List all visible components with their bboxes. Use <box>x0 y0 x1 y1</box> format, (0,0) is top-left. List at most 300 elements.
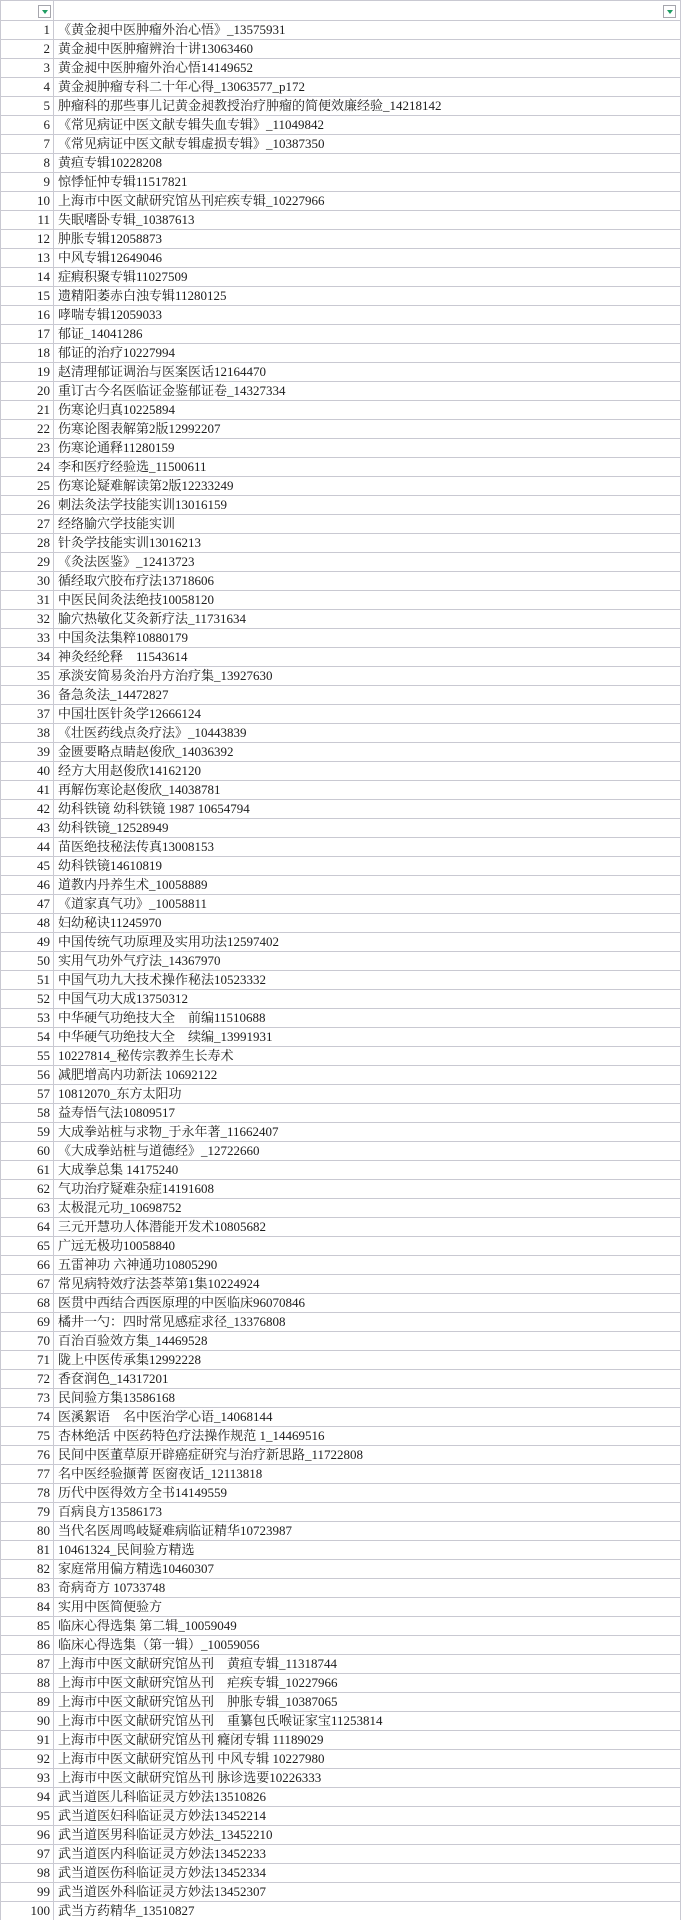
row-index-cell[interactable]: 20 <box>1 382 54 400</box>
book-title-cell[interactable]: 上海市中医文献研究馆丛刊 中风专辑 10227980 <box>54 1750 681 1768</box>
table-row <box>1 192 681 211</box>
book-title-cell[interactable]: 武当道医伤科临证灵方妙法13452334 <box>54 1864 681 1882</box>
row-index-cell[interactable]: 12 <box>1 230 54 248</box>
book-title-cell[interactable]: 武当道医男科临证灵方妙法_13452210 <box>54 1826 681 1844</box>
row-index-cell[interactable]: 22 <box>1 420 54 438</box>
book-title-cell[interactable]: 中国灸法集粹10880179 <box>54 629 681 647</box>
book-title-cell[interactable]: 《灸法医鉴》_12413723 <box>54 553 681 571</box>
book-title-cell[interactable]: 伤寒论疑难解读第2版12233249 <box>54 477 681 495</box>
table-row <box>1 420 681 439</box>
row-index-cell[interactable]: 41 <box>1 781 54 799</box>
book-title-cell[interactable]: 临床心得选集 第二辑_10059049 <box>54 1617 681 1635</box>
book-title-cell[interactable]: 中国传统气功原理及实用功法12597402 <box>54 933 681 951</box>
book-title-cell[interactable]: 腧穴热敏化艾灸新疗法_11731634 <box>54 610 681 628</box>
book-title-cell[interactable]: 杏林绝活 中医药特色疗法操作规范 1_14469516 <box>54 1427 681 1445</box>
table-row <box>1 534 681 553</box>
book-title-cell[interactable]: 《壮医药线点灸疗法》_10443839 <box>54 724 681 742</box>
row-index-cell[interactable]: 90 <box>1 1712 54 1730</box>
row-index-cell[interactable]: 88 <box>1 1674 54 1692</box>
table-row <box>1 1009 681 1028</box>
table-row <box>1 1902 681 1920</box>
row-index-cell[interactable]: 23 <box>1 439 54 457</box>
book-title-cell[interactable]: 道教内丹养生术_10058889 <box>54 876 681 894</box>
table-row <box>1 1047 681 1066</box>
header-cell-index[interactable] <box>1 1 54 20</box>
row-index-cell[interactable]: 48 <box>1 914 54 932</box>
row-index-cell[interactable]: 28 <box>1 534 54 552</box>
row-index-cell[interactable]: 32 <box>1 610 54 628</box>
table-row <box>1 1465 681 1484</box>
table-row <box>1 1351 681 1370</box>
row-index-cell[interactable]: 6 <box>1 116 54 134</box>
book-title-cell[interactable]: 伤寒论通释11280159 <box>54 439 681 457</box>
row-index-cell[interactable]: 10 <box>1 192 54 210</box>
book-title-cell[interactable]: 名中医经验撷菁 医窗夜话_12113818 <box>54 1465 681 1483</box>
row-index-cell[interactable]: 59 <box>1 1123 54 1141</box>
row-index-cell[interactable]: 1 <box>1 21 54 39</box>
table-row <box>1 1617 681 1636</box>
table-row <box>1 249 681 268</box>
row-index-cell[interactable]: 92 <box>1 1750 54 1768</box>
table-row <box>1 363 681 382</box>
row-index-cell[interactable]: 71 <box>1 1351 54 1369</box>
table-row <box>1 306 681 325</box>
table-row <box>1 1389 681 1408</box>
row-index-cell[interactable]: 15 <box>1 287 54 305</box>
table-row <box>1 40 681 59</box>
book-title-cell[interactable]: 肿瘤科的那些事儿记黄金昶教授治疗肿瘤的简便效廉经验_14218142 <box>54 97 681 115</box>
row-index-cell[interactable]: 66 <box>1 1256 54 1274</box>
book-title-cell[interactable]: 大成拳站桩与求物_于永年著_11662407 <box>54 1123 681 1141</box>
table-row <box>1 1237 681 1256</box>
table-row <box>1 914 681 933</box>
table-row <box>1 477 681 496</box>
book-title-cell[interactable]: 上海市中医文献研究馆丛刊 癃闭专辑 11189029 <box>54 1731 681 1749</box>
table-row <box>1 458 681 477</box>
row-index-cell[interactable]: 44 <box>1 838 54 856</box>
table-row <box>1 800 681 819</box>
filter-dropdown-icon <box>42 10 48 14</box>
table-row <box>1 781 681 800</box>
book-title-cell[interactable]: 太极混元功_10698752 <box>54 1199 681 1217</box>
table-row <box>1 610 681 629</box>
book-title-cell[interactable]: 实用气功外气疗法_14367970 <box>54 952 681 970</box>
table-row <box>1 1674 681 1693</box>
table-row <box>1 1560 681 1579</box>
row-index-cell[interactable]: 8 <box>1 154 54 172</box>
table-row <box>1 1731 681 1750</box>
table-row <box>1 971 681 990</box>
row-index-cell[interactable]: 91 <box>1 1731 54 1749</box>
table-row <box>1 933 681 952</box>
book-title-cell[interactable]: 临床心得选集（第一辑）_10059056 <box>54 1636 681 1654</box>
book-title-cell[interactable]: 10812070_东方太阳功 <box>54 1085 681 1103</box>
book-title-cell[interactable]: 武当方药精华_13510827 <box>54 1902 681 1920</box>
table-row <box>1 135 681 154</box>
table-row <box>1 1408 681 1427</box>
row-index-cell[interactable]: 87 <box>1 1655 54 1673</box>
header-cell-bookname[interactable] <box>54 1 681 20</box>
row-index-cell[interactable]: 89 <box>1 1693 54 1711</box>
book-title-cell[interactable]: 幼科铁镜_12528949 <box>54 819 681 837</box>
book-title-cell[interactable]: 历代中医得效方全书14149559 <box>54 1484 681 1502</box>
row-index-cell[interactable]: 46 <box>1 876 54 894</box>
book-title-cell[interactable]: 再解伤寒论赵俊欣_14038781 <box>54 781 681 799</box>
book-title-cell[interactable]: 经络腧穴学技能实训 <box>54 515 681 533</box>
book-title-cell[interactable]: 奇病奇方 10733748 <box>54 1579 681 1597</box>
table-row <box>1 1180 681 1199</box>
book-title-cell[interactable]: 武当道医外科临证灵方妙法13452307 <box>54 1883 681 1901</box>
row-index-cell[interactable]: 31 <box>1 591 54 609</box>
row-index-cell[interactable]: 43 <box>1 819 54 837</box>
row-index-cell[interactable]: 45 <box>1 857 54 875</box>
row-index-cell[interactable]: 54 <box>1 1028 54 1046</box>
table-row <box>1 78 681 97</box>
row-index-cell[interactable]: 99 <box>1 1883 54 1901</box>
book-title-cell[interactable]: 百治百验效方集_14469528 <box>54 1332 681 1350</box>
row-index-cell[interactable]: 47 <box>1 895 54 913</box>
table-row <box>1 743 681 762</box>
table-row <box>1 1503 681 1522</box>
row-index-cell[interactable]: 74 <box>1 1408 54 1426</box>
table-row <box>1 1294 681 1313</box>
book-title-cell[interactable]: 失眠嗜卧专辑_10387613 <box>54 211 681 229</box>
book-title-cell[interactable]: 重订古今名医临证金鉴郁证卷_14327334 <box>54 382 681 400</box>
book-title-cell[interactable]: 中国气功大成13750312 <box>54 990 681 1008</box>
row-index-cell[interactable]: 85 <box>1 1617 54 1635</box>
table-header-row <box>1 0 681 21</box>
table-row <box>1 1788 681 1807</box>
table-row <box>1 1142 681 1161</box>
table-row <box>1 1579 681 1598</box>
book-title-cell[interactable]: 武当道医妇科临证灵方妙法13452214 <box>54 1807 681 1825</box>
book-title-cell[interactable]: 益寿悟气法10809517 <box>54 1104 681 1122</box>
book-title-cell[interactable]: 循经取穴胶布疗法13718606 <box>54 572 681 590</box>
book-title-cell[interactable]: 常见病特效疗法荟萃第1集10224924 <box>54 1275 681 1293</box>
row-index-cell[interactable]: 64 <box>1 1218 54 1236</box>
row-index-cell[interactable]: 58 <box>1 1104 54 1122</box>
row-index-cell[interactable]: 29 <box>1 553 54 571</box>
row-index-cell[interactable]: 25 <box>1 477 54 495</box>
book-title-cell[interactable]: 哮喘专辑12059033 <box>54 306 681 324</box>
row-index-cell[interactable]: 4 <box>1 78 54 96</box>
book-title-cell[interactable]: 《道家真气功》_10058811 <box>54 895 681 913</box>
row-index-cell[interactable]: 34 <box>1 648 54 666</box>
row-index-cell[interactable]: 77 <box>1 1465 54 1483</box>
book-title-cell[interactable]: 五雷神功 六神通功10805290 <box>54 1256 681 1274</box>
book-title-cell[interactable]: 上海市中医文献研究馆丛刊 重纂包氏喉证家宝11253814 <box>54 1712 681 1730</box>
row-index-cell[interactable]: 49 <box>1 933 54 951</box>
book-title-cell[interactable]: 中国壮医针灸学12666124 <box>54 705 681 723</box>
table-row <box>1 230 681 249</box>
book-title-cell[interactable]: 上海市中医文献研究馆丛刊 黄疸专辑_11318744 <box>54 1655 681 1673</box>
table-row <box>1 1712 681 1731</box>
table-row <box>1 116 681 135</box>
row-index-cell[interactable]: 37 <box>1 705 54 723</box>
table-row <box>1 553 681 572</box>
row-index-cell[interactable]: 17 <box>1 325 54 343</box>
row-index-cell[interactable]: 68 <box>1 1294 54 1312</box>
row-index-cell[interactable]: 98 <box>1 1864 54 1882</box>
row-index-cell[interactable]: 93 <box>1 1769 54 1787</box>
table-row <box>1 1085 681 1104</box>
bookname-filter-button[interactable] <box>663 5 676 18</box>
row-index-cell[interactable]: 62 <box>1 1180 54 1198</box>
table-row <box>1 287 681 306</box>
row-index-cell[interactable]: 36 <box>1 686 54 704</box>
row-index-cell[interactable]: 86 <box>1 1636 54 1654</box>
row-index-cell[interactable]: 38 <box>1 724 54 742</box>
book-title-cell[interactable]: 民间中医董草原开辟癌症研究与治疗新思路_11722808 <box>54 1446 681 1464</box>
book-title-cell[interactable]: 大成拳总集 14175240 <box>54 1161 681 1179</box>
book-title-cell[interactable]: 伤寒论图表解第2版12992207 <box>54 420 681 438</box>
table-row <box>1 97 681 116</box>
row-index-cell[interactable]: 35 <box>1 667 54 685</box>
book-title-cell[interactable]: 气功治疗疑难杂症14191608 <box>54 1180 681 1198</box>
row-index-cell[interactable]: 55 <box>1 1047 54 1065</box>
table-row <box>1 629 681 648</box>
table-row <box>1 1313 681 1332</box>
row-index-cell[interactable]: 33 <box>1 629 54 647</box>
book-title-cell[interactable]: 《大成拳站桩与道德经》_12722660 <box>54 1142 681 1160</box>
table-row <box>1 1769 681 1788</box>
book-title-cell[interactable]: 医贯中西结合西医原理的中医临床96070846 <box>54 1294 681 1312</box>
row-index-cell[interactable]: 83 <box>1 1579 54 1597</box>
row-index-cell[interactable]: 97 <box>1 1845 54 1863</box>
table-row <box>1 1332 681 1351</box>
row-index-cell[interactable]: 52 <box>1 990 54 1008</box>
row-index-cell[interactable]: 39 <box>1 743 54 761</box>
book-title-cell[interactable]: 《常见病证中医文献专辑虚损专辑》_10387350 <box>54 135 681 153</box>
row-index-cell[interactable]: 27 <box>1 515 54 533</box>
index-filter-button[interactable] <box>38 5 51 18</box>
row-index-cell[interactable]: 96 <box>1 1826 54 1844</box>
table-row <box>1 705 681 724</box>
row-index-cell[interactable]: 13 <box>1 249 54 267</box>
table-row <box>1 496 681 515</box>
table-row <box>1 1484 681 1503</box>
row-index-cell[interactable]: 42 <box>1 800 54 818</box>
table-row <box>1 1199 681 1218</box>
book-title-cell[interactable]: 中风专辑12649046 <box>54 249 681 267</box>
book-title-cell[interactable]: 中华硬气功绝技大全 前编11510688 <box>54 1009 681 1027</box>
table-row <box>1 1028 681 1047</box>
row-index-cell[interactable]: 21 <box>1 401 54 419</box>
book-title-cell[interactable]: 金匮要略点睛赵俊欣_14036392 <box>54 743 681 761</box>
book-title-cell[interactable]: 惊悸怔忡专辑11517821 <box>54 173 681 191</box>
book-title-cell[interactable]: 上海市中医文献研究馆丛刊 疟疾专辑_10227966 <box>54 1674 681 1692</box>
table-row <box>1 59 681 78</box>
book-title-cell[interactable]: 10461324_民间验方精选 <box>54 1541 681 1559</box>
book-title-cell[interactable]: 伤寒论归真10225894 <box>54 401 681 419</box>
row-index-cell[interactable]: 30 <box>1 572 54 590</box>
table-row <box>1 1427 681 1446</box>
row-index-cell[interactable]: 51 <box>1 971 54 989</box>
row-index-cell[interactable]: 79 <box>1 1503 54 1521</box>
row-index-cell[interactable]: 70 <box>1 1332 54 1350</box>
book-title-cell[interactable]: 黄金昶中医肿瘤辨治十讲13063460 <box>54 40 681 58</box>
table-row <box>1 1807 681 1826</box>
table-row <box>1 382 681 401</box>
row-index-cell[interactable]: 7 <box>1 135 54 153</box>
book-title-cell[interactable]: 症瘕积聚专辑11027509 <box>54 268 681 286</box>
table-row <box>1 591 681 610</box>
row-index-cell[interactable]: 76 <box>1 1446 54 1464</box>
row-index-cell[interactable]: 19 <box>1 363 54 381</box>
row-index-cell[interactable]: 14 <box>1 268 54 286</box>
book-title-cell[interactable]: 上海市中医文献研究馆丛刊疟疾专辑_10227966 <box>54 192 681 210</box>
row-index-cell[interactable]: 95 <box>1 1807 54 1825</box>
book-title-cell[interactable]: 广远无极功10058840 <box>54 1237 681 1255</box>
table-row <box>1 1541 681 1560</box>
book-title-cell[interactable]: 《常见病证中医文献专辑失血专辑》_11049842 <box>54 116 681 134</box>
row-index-cell[interactable]: 69 <box>1 1313 54 1331</box>
row-index-cell[interactable]: 56 <box>1 1066 54 1084</box>
row-index-cell[interactable]: 65 <box>1 1237 54 1255</box>
row-index-cell[interactable]: 11 <box>1 211 54 229</box>
row-index-cell[interactable]: 53 <box>1 1009 54 1027</box>
table-row <box>1 401 681 420</box>
row-index-cell[interactable]: 78 <box>1 1484 54 1502</box>
row-index-cell[interactable]: 61 <box>1 1161 54 1179</box>
row-index-cell[interactable]: 100 <box>1 1902 54 1920</box>
row-index-cell[interactable]: 40 <box>1 762 54 780</box>
row-index-cell[interactable]: 73 <box>1 1389 54 1407</box>
table-row <box>1 667 681 686</box>
row-index-cell[interactable]: 84 <box>1 1598 54 1616</box>
table-row <box>1 1161 681 1180</box>
filter-dropdown-icon <box>667 10 673 14</box>
book-title-cell[interactable]: 上海市中医文献研究馆丛刊 脉诊选要10226333 <box>54 1769 681 1787</box>
row-index-cell[interactable]: 72 <box>1 1370 54 1388</box>
row-index-cell[interactable]: 3 <box>1 59 54 77</box>
book-title-cell[interactable]: 苗医绝技秘法传真13008153 <box>54 838 681 856</box>
book-title-cell[interactable]: 医溪絮语 名中医治学心语_14068144 <box>54 1408 681 1426</box>
table-row <box>1 1275 681 1294</box>
book-title-cell[interactable]: 减肥增高内功新法 10692122 <box>54 1066 681 1084</box>
book-title-cell[interactable]: 民间验方集13586168 <box>54 1389 681 1407</box>
book-title-cell[interactable]: 上海市中医文献研究馆丛刊 肿胀专辑_10387065 <box>54 1693 681 1711</box>
table-row <box>1 1845 681 1864</box>
row-index-cell[interactable]: 50 <box>1 952 54 970</box>
table-row <box>1 268 681 287</box>
book-title-cell[interactable]: 幼科铁镜14610819 <box>54 857 681 875</box>
book-title-cell[interactable]: 实用中医简便验方 <box>54 1598 681 1616</box>
book-title-cell[interactable]: 10227814_秘传宗教养生长寿术 <box>54 1047 681 1065</box>
book-title-cell[interactable]: 幼科铁镜 幼科铁镜 1987 10654794 <box>54 800 681 818</box>
book-title-cell[interactable]: 妇幼秘诀11245970 <box>54 914 681 932</box>
row-index-cell[interactable]: 60 <box>1 1142 54 1160</box>
book-title-cell[interactable]: 针灸学技能实训13016213 <box>54 534 681 552</box>
book-title-cell[interactable]: 黄疸专辑10228208 <box>54 154 681 172</box>
row-index-cell[interactable]: 16 <box>1 306 54 324</box>
book-title-cell[interactable]: 百病良方13586173 <box>54 1503 681 1521</box>
table-row <box>1 1636 681 1655</box>
row-index-cell[interactable]: 67 <box>1 1275 54 1293</box>
table-row <box>1 439 681 458</box>
table-row <box>1 1693 681 1712</box>
book-title-cell[interactable]: 赵清理郁证调治与医案医话12164470 <box>54 363 681 381</box>
table-row <box>1 1522 681 1541</box>
book-title-cell[interactable]: 中国气功九大技术操作秘法10523332 <box>54 971 681 989</box>
table-body <box>1 21 681 1920</box>
table-row <box>1 1446 681 1465</box>
table-row <box>1 819 681 838</box>
book-title-cell[interactable]: 武当道医儿科临证灵方妙法13510826 <box>54 1788 681 1806</box>
book-title-cell[interactable]: 中医民间灸法绝技10058120 <box>54 591 681 609</box>
table-row <box>1 838 681 857</box>
book-title-cell[interactable]: 郁证的治疗10227994 <box>54 344 681 362</box>
table-row <box>1 173 681 192</box>
row-index-cell[interactable]: 24 <box>1 458 54 476</box>
row-index-cell[interactable]: 63 <box>1 1199 54 1217</box>
row-index-cell[interactable]: 9 <box>1 173 54 191</box>
row-index-cell[interactable]: 94 <box>1 1788 54 1806</box>
table-row <box>1 1218 681 1237</box>
table-row <box>1 21 681 40</box>
book-title-cell[interactable]: 李和医疗经验选_11500611 <box>54 458 681 476</box>
table-row <box>1 344 681 363</box>
row-index-cell[interactable]: 2 <box>1 40 54 58</box>
row-index-cell[interactable]: 57 <box>1 1085 54 1103</box>
table-row <box>1 686 681 705</box>
table-row <box>1 1655 681 1674</box>
book-title-cell[interactable]: 黄金昶肿瘤专科二十年心得_13063577_p172 <box>54 78 681 96</box>
row-index-cell[interactable]: 75 <box>1 1427 54 1445</box>
table-row <box>1 515 681 534</box>
book-title-cell[interactable]: 三元开慧功人体潜能开发术10805682 <box>54 1218 681 1236</box>
book-title-cell[interactable]: 郁证_14041286 <box>54 325 681 343</box>
table-row <box>1 895 681 914</box>
table-row <box>1 724 681 743</box>
book-title-cell[interactable]: 刺法灸法学技能实训13016159 <box>54 496 681 514</box>
table-row <box>1 1256 681 1275</box>
row-index-cell[interactable]: 26 <box>1 496 54 514</box>
book-title-cell[interactable]: 橘井一勺：四时常见感症求径_13376808 <box>54 1313 681 1331</box>
table-row <box>1 1750 681 1769</box>
row-index-cell[interactable]: 81 <box>1 1541 54 1559</box>
table-row <box>1 990 681 1009</box>
book-title-cell[interactable]: 中华硬气功绝技大全 续编_13991931 <box>54 1028 681 1046</box>
book-title-cell[interactable]: 陇上中医传承集12992228 <box>54 1351 681 1369</box>
table-row <box>1 1598 681 1617</box>
row-index-cell[interactable]: 18 <box>1 344 54 362</box>
table-row <box>1 876 681 895</box>
row-index-cell[interactable]: 80 <box>1 1522 54 1540</box>
book-title-cell[interactable]: 家庭常用偏方精选10460307 <box>54 1560 681 1578</box>
table-row <box>1 857 681 876</box>
book-title-cell[interactable]: 当代名医周鸣岐疑难病临证精华10723987 <box>54 1522 681 1540</box>
table-row <box>1 648 681 667</box>
book-title-cell[interactable]: 备急灸法_14472827 <box>54 686 681 704</box>
table-row <box>1 572 681 591</box>
table-row <box>1 1066 681 1085</box>
row-index-cell[interactable]: 82 <box>1 1560 54 1578</box>
book-title-cell[interactable]: 黄金昶中医肿瘤外治心悟14149652 <box>54 59 681 77</box>
table-row <box>1 762 681 781</box>
book-title-cell[interactable]: 经方大用赵俊欣14162120 <box>54 762 681 780</box>
book-title-cell[interactable]: 神灸经纶释 11543614 <box>54 648 681 666</box>
table-row <box>1 1826 681 1845</box>
book-title-cell[interactable]: 肿胀专辑12058873 <box>54 230 681 248</box>
book-title-cell[interactable]: 承淡安简易灸治丹方治疗集_13927630 <box>54 667 681 685</box>
row-index-cell[interactable]: 5 <box>1 97 54 115</box>
book-title-cell[interactable]: 香奁润色_14317201 <box>54 1370 681 1388</box>
book-title-cell[interactable]: 《黄金昶中医肿瘤外治心悟》_13575931 <box>54 21 681 39</box>
table-row <box>1 211 681 230</box>
book-title-cell[interactable]: 遗精阳萎赤白浊专辑11280125 <box>54 287 681 305</box>
book-title-cell[interactable]: 武当道医内科临证灵方妙法13452233 <box>54 1845 681 1863</box>
